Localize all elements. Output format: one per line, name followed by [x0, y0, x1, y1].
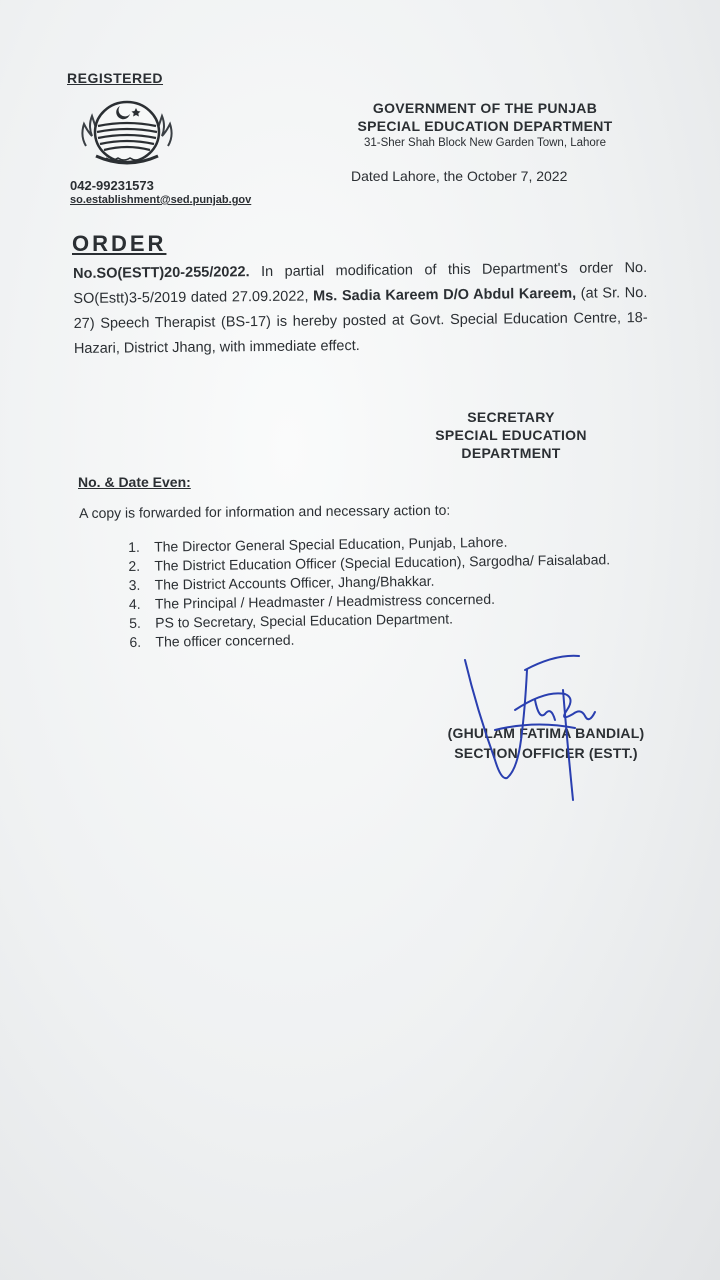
signatory-title: SECTION OFFICER (ESTT.)	[454, 745, 638, 761]
letterhead-government: GOVERNMENT OF THE PUNJAB	[372, 100, 598, 116]
secretary-line1: SECRETARY	[467, 409, 555, 425]
distribution-list	[128, 531, 665, 652]
order-text-part1: In partial modification of this Department's order No. SO(Estt)3-5/2019 dated 27.09.2022,	[73, 259, 648, 307]
no-date-even-heading: No. & Date Even:	[78, 474, 191, 490]
copy-forwarded-line: A copy is forwarded for information and necessary action to:	[79, 501, 451, 521]
contact-email: so.establishment@sed.punjab.gov	[70, 194, 252, 206]
list-item: 5. PS to Secretary, Special Education Department.	[129, 610, 454, 631]
document-date: Dated Lahore, the October 7, 2022	[351, 168, 568, 184]
secretary-line3: DEPARTMENT	[461, 445, 561, 461]
secretary-block	[420, 408, 602, 462]
order-reference: No.SO(ESTT)20-255/2022.	[73, 264, 250, 282]
order-body	[73, 256, 648, 362]
list-item: 4. The Principal / Headmaster / Headmistress concerned.	[128, 590, 496, 612]
registered-label: REGISTERED	[67, 70, 164, 86]
letterhead	[330, 100, 640, 149]
list-item: 2. The District Education Officer (Special Education), Sargodha/ Faisalabad.	[128, 551, 611, 574]
list-item: 6. The officer concerned.	[129, 631, 295, 650]
list-item: 1. The Director General Special Education, Punjab, Lahore.	[128, 533, 508, 555]
contact-phone: 042-99231573	[70, 178, 154, 193]
letterhead-address: 31-Sher Shah Block New Garden Town, Lahore	[363, 137, 607, 149]
letterhead-department: SPECIAL EDUCATION DEPARTMENT	[357, 118, 613, 134]
secretary-line2: SPECIAL EDUCATION	[435, 427, 587, 443]
order-text-part2: (at Sr. No. 27) Speech Therapist (BS-17) is hereby posted at Govt. Special Education Centre, 18-Hazari, District Jhang, with immediate effect.	[73, 284, 648, 357]
order-title: ORDER	[72, 231, 167, 256]
list-item: 3. The District Accounts Officer, Jhang/Bhakkar.	[128, 572, 435, 593]
signatory-name: (GHULAM FATIMA BANDIAL)	[447, 725, 645, 741]
punjab-emblem-icon	[78, 96, 176, 170]
officer-name: Ms. Sadia Kareem D/O Abdul Kareem,	[313, 285, 577, 305]
signatory-block	[430, 723, 662, 763]
